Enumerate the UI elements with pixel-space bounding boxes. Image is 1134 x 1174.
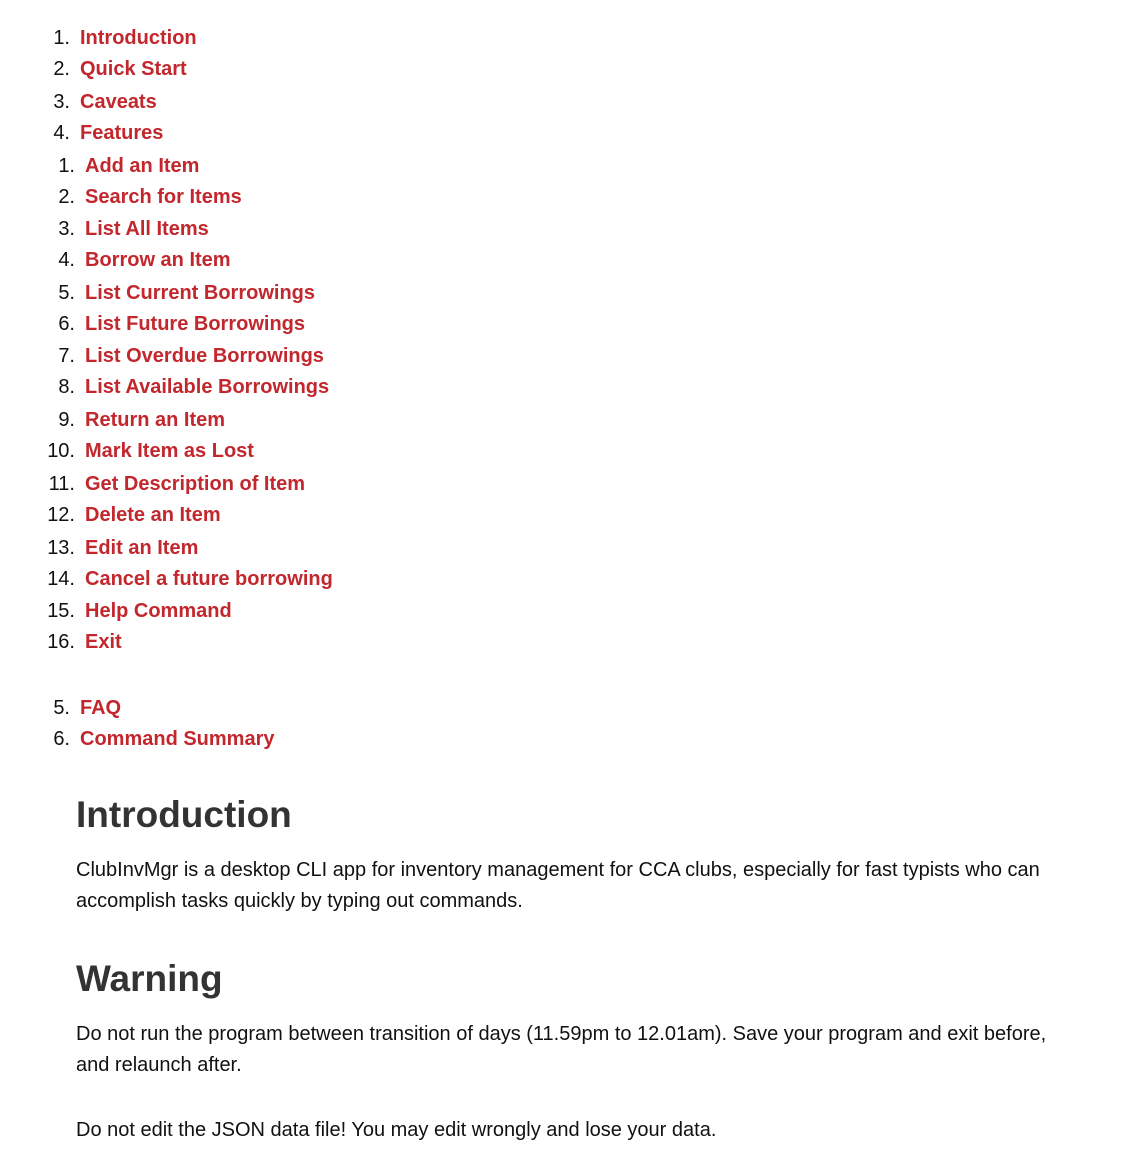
toc-link-list-available-borrowings[interactable]: List Available Borrowings [85,376,330,398]
toc-number: 7. [58,345,75,367]
toc-subitem [0,279,315,307]
toc-subitem [0,534,198,562]
toc-subitem [0,310,305,338]
toc-link-add-an-item[interactable]: Add an Item [85,155,200,177]
warning-paragraph-1: Do not run the program between transition of days (11.59pm to 12.01am). Save your program and exit before, and relaunch after. [76,1023,1047,1076]
toc-number: 12. [47,504,75,526]
toc-subitem [0,152,199,180]
toc-link-command-summary[interactable]: Command Summary [80,728,275,750]
toc-subitem [0,406,225,434]
toc-link-features[interactable]: Features [80,122,164,144]
toc-subitem [0,246,231,274]
toc-subitem [0,470,305,498]
toc-number: 16. [47,631,75,653]
toc-subitem [0,183,242,211]
toc-link-exit[interactable]: Exit [85,631,122,653]
toc-number: 4. [58,249,75,271]
toc-item-features [0,119,163,147]
toc-link-return-an-item[interactable]: Return an Item [85,409,226,431]
toc-link-list-current-borrowings[interactable]: List Current Borrowings [85,282,316,304]
toc-number: 3. [53,91,70,113]
toc-subitem [0,373,329,401]
toc-item-quick-start [0,55,187,83]
toc-number: 1. [53,27,70,49]
toc-item-introduction [0,24,197,52]
toc-link-list-future-borrowings[interactable]: List Future Borrowings [85,313,305,335]
toc-link-list-all-items[interactable]: List All Items [85,218,209,240]
toc-item-command-summary [0,725,275,753]
toc-link-help-command[interactable]: Help Command [85,600,232,622]
toc-number: 4. [53,122,70,144]
toc-link-mark-item-as-lost[interactable]: Mark Item as Lost [85,440,254,462]
toc-link-search-for-items[interactable]: Search for Items [85,186,242,208]
toc-link-introduction[interactable]: Introduction [80,27,197,49]
toc-link-caveats[interactable]: Caveats [80,91,157,113]
toc-item-caveats [0,88,157,116]
toc-subitem [0,215,209,243]
toc-number: 2. [53,58,70,80]
toc-item-faq [0,694,121,722]
toc-number: 2. [58,186,75,208]
toc-subitem [0,628,122,656]
toc-number: 5. [53,697,70,719]
toc-link-list-overdue-borrowings[interactable]: List Overdue Borrowings [85,345,324,367]
toc-number: 11. [48,473,75,495]
toc-number: 14. [47,568,75,590]
toc-number: 6. [58,313,75,335]
toc-link-cancel-a-future-borrowing[interactable]: Cancel a future borrowing [85,568,333,590]
toc-link-get-description-of-item[interactable]: Get Description of Item [85,473,306,495]
toc-number: 13. [47,537,75,559]
toc-subitem [0,342,324,370]
toc-number: 15. [47,600,75,622]
toc-link-borrow-an-item[interactable]: Borrow an Item [85,249,231,271]
toc-number: 1. [58,155,75,177]
toc-link-quick-start[interactable]: Quick Start [80,58,187,80]
toc-number: 9. [58,409,75,431]
toc-link-edit-an-item[interactable]: Edit an Item [85,537,199,559]
introduction-heading: Introduction [76,794,292,835]
toc-number: 6. [53,728,70,750]
warning-heading: Warning [76,958,223,999]
toc-link-delete-an-item[interactable]: Delete an Item [85,504,221,526]
toc-subitem [0,437,254,465]
toc-link-faq[interactable]: FAQ [80,697,122,719]
toc-subitem [0,565,333,593]
introduction-paragraph: ClubInvMgr is a desktop CLI app for inventory management for CCA clubs, especially for fast typists who can accomplish tasks quickly by typing out commands. [76,859,1040,912]
toc-number: 5. [58,282,75,304]
toc-number: 8. [58,376,75,398]
toc-subitem [0,501,221,529]
warning-paragraph-2: Do not edit the JSON data file! You may edit wrongly and lose your data. [76,1119,717,1141]
toc-subitem [0,597,232,625]
toc-number: 10. [47,440,75,462]
toc-number: 3. [58,218,75,240]
